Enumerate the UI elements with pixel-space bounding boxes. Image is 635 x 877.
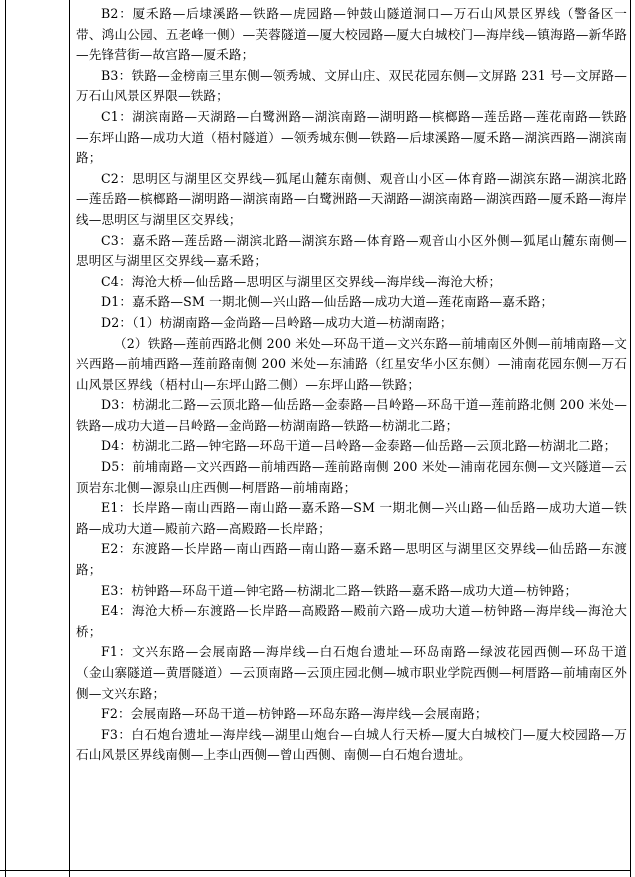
paragraph-e4: E4：海沧大桥—东渡路—长岸路—高殿路—殿前六路—成功大道—枋钟路—海岸线—海沧大桥； (76, 603, 627, 639)
paragraph-f1: F1：文兴东路—会展南路—海岸线—白石炮台遗址—环岛南路—绿波花园西侧—环岛干道（金山寨隧道—黄厝隧道）—云顶南路—云顶庄园北侧—城市职业学院西侧—柯厝路—前埔南区外侧—文兴东路； (76, 644, 627, 701)
paragraph-c4: C4：海沧大桥—仙岳路—思明区与湖里区交界线—海岸线—海沧大桥； (101, 273, 502, 289)
paragraph-b2: B2：厦禾路—后埭溪路—铁路—虎园路—钟鼓山隧道洞口—万石山风景区界线（警备区一带、鸿山公园、五老峰一侧）—芙蓉隧道—厦大校园路—厦大白城校门—海岸线—镇海路—新华路—先锋营街—故宫路—厦禾路； (76, 6, 627, 63)
paragraph-e1: E1：长岸路—南山西路—南山路—嘉禾路—SM 一期北侧—兴山路—仙岳路—成功大道—铁路—成功大道—殿前六路—高殿路—长岸路； (76, 500, 627, 536)
table-border-left (5, 0, 6, 877)
paragraph-b3: B3：铁路—金榜南三里东侧—领秀城、文屏山庄、双民花园东侧—文屏路 231 号—文屏路—万石山风景区界限—铁路； (76, 67, 627, 104)
paragraph-d4: D4：枋湖北二路—钟宅路—环岛干道—吕岭路—金泰路—仙岳路—云顶北路—枋湖北二路； (101, 438, 617, 454)
paragraph-e3: E3：枋钟路—环岛干道—钟宅路—枋湖北二路—铁路—嘉禾路—成功大道—枋钟路； (101, 582, 578, 598)
paragraph-d2-1: D2：（1）枋湖南路—金尚路—吕岭路—成功大道—枋湖南路； (101, 314, 453, 330)
table-border-right (630, 0, 631, 877)
route-boundary-text (76, 4, 627, 766)
paragraph-c1: C1：湖滨南路—天湖路—白鹭洲路—湖滨南路—湖明路—槟榔路—莲岳路—莲花南路—铁路—东坪山路—成功大道（梧村隧道）—领秀城东侧—铁路—后埭溪路—厦禾路—湖滨西路—湖滨南路； (76, 108, 627, 166)
paragraph-d1: D1：嘉禾路—SM 一期北侧—兴山路—仙岳路—成功大道—莲花南路—嘉禾路； (101, 294, 554, 310)
paragraph-d5: D5：前埔南路—文兴西路—前埔西路—莲前路南侧 200 米处—浦南花园东侧—文兴隧道—云顶岩东北侧—源泉山庄西侧—柯厝路—前埔南路； (76, 459, 627, 495)
table-column-divider (69, 0, 70, 877)
paragraph-c3: C3：嘉禾路—莲岳路—湖滨北路—湖滨东路—体育路—观音山小区外侧—狐尾山麓东南侧—思明区与湖里区交界线—嘉禾路； (76, 232, 627, 269)
paragraph-f2: F2：会展南路—环岛干道—枋钟路—环岛东路—海岸线—会展南路； (101, 706, 488, 722)
table-border-bottom (0, 870, 631, 871)
paragraph-d2-2: （2）铁路—莲前西路北侧 200 米处—环岛干道—文兴东路—前埔南区外侧—前埔南路—文兴西路—前埔西路—莲前路南侧 200 米处—东浦路（红星安华小区东侧）—浦南花园东侧—万石山风景区界线（梧村山—东坪山路二侧）—东坪山路—铁路； (76, 335, 627, 392)
paragraph-c2: C2：思明区与湖里区交界线—狐尾山麓东南侧、观音山小区—体育路—湖滨东路—湖滨北路—莲岳路—槟榔路—湖明路—湖滨南路—白鹭洲路—天湖路—湖滨南路—湖滨西路—厦禾路—海岸线—思明区与湖里区交界线； (76, 170, 627, 227)
paragraph-e2: E2：东渡路—长岸路—南山西路—南山路—嘉禾路—思明区与湖里区交界线—仙岳路—东渡路； (76, 541, 627, 578)
paragraph-d3: D3：枋湖北二路—云顶北路—仙岳路—金泰路—吕岭路—环岛干道—莲前路北侧 200 米处—铁路—成功大道—吕岭路—金尚路—枋湖南路—铁路—枋湖北二路； (76, 397, 627, 433)
paragraph-f3: F3：白石炮台遗址—海岸线—湖里山炮台—白城人行天桥—厦大白城校门—厦大校园路—万石山风景区界线南侧—上李山西侧—曾山西侧、南侧—白石炮台遗址。 (76, 726, 627, 763)
